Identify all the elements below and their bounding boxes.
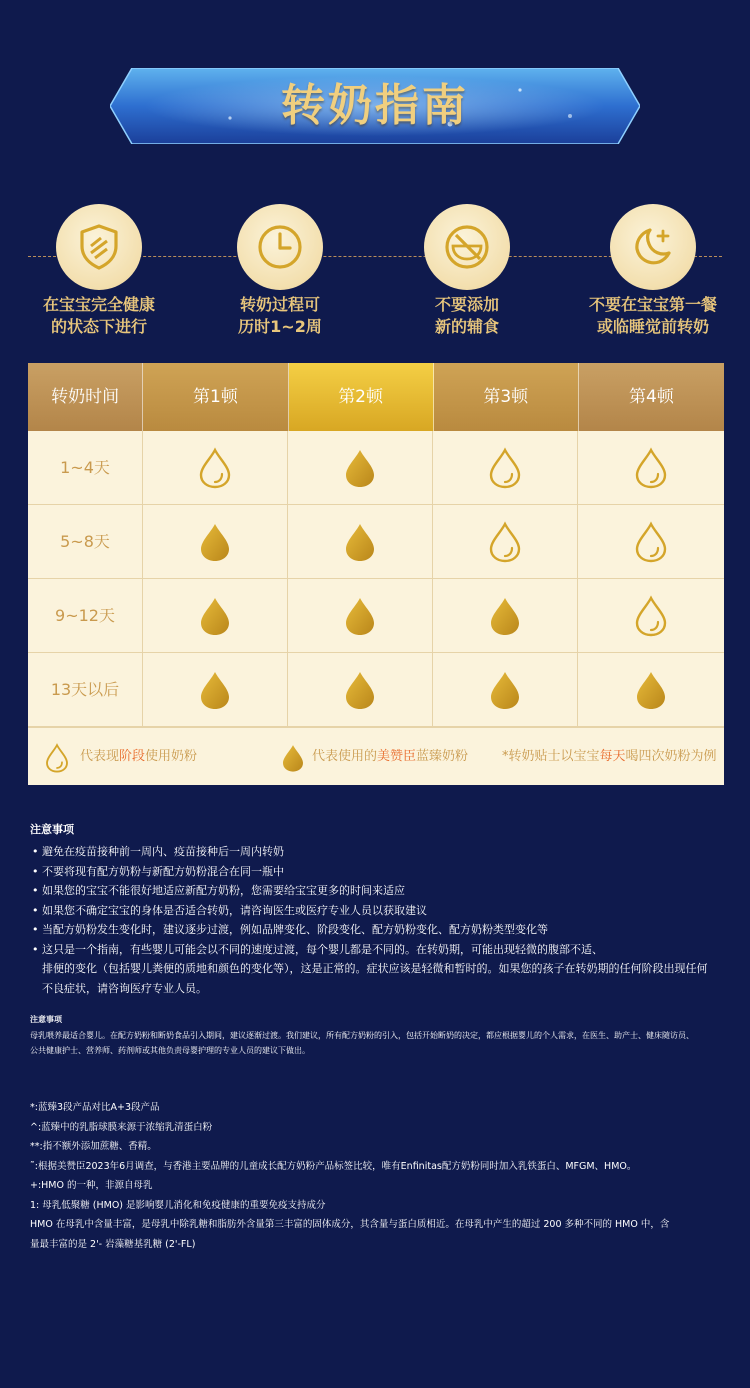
legend-new-formula xyxy=(280,728,468,786)
row-label: 9~12天 xyxy=(28,579,143,653)
header-cell-meal-1: 第1顿 xyxy=(143,363,288,431)
outline-drop-icon xyxy=(44,743,70,773)
drop-cell xyxy=(433,579,578,653)
legend-highlight: 美赞臣 xyxy=(377,749,417,764)
small-notice xyxy=(30,1014,720,1058)
filled-drop-icon xyxy=(197,595,233,637)
clock-icon xyxy=(255,222,305,272)
outline-drop-icon xyxy=(633,521,669,563)
legend-text: 蓝臻奶粉 xyxy=(416,749,469,764)
header-cell-meal-3: 第3顿 xyxy=(434,363,579,431)
transition-table xyxy=(28,363,724,785)
drop-cell xyxy=(143,431,288,505)
outline-drop-icon xyxy=(197,447,233,489)
tip-line-1: 在宝宝完全健康 xyxy=(42,295,155,314)
legend-highlight: 阶段 xyxy=(119,749,146,764)
notes-section xyxy=(30,822,720,998)
tip-icon-circle xyxy=(56,204,142,290)
row-label: 1~4天 xyxy=(28,431,143,505)
note-item: • 不要将现有配方奶粉与新配方奶粉混合在同一瓶中 xyxy=(30,862,720,882)
note-item-continued: 不良症状，请咨询医疗专业人员。 xyxy=(42,981,207,995)
table-header xyxy=(28,363,724,431)
legend-highlight: 每天 xyxy=(599,749,626,764)
drop-cell xyxy=(288,431,433,505)
legend-text: *转奶贴士以宝宝 xyxy=(502,749,600,764)
drop-cell xyxy=(288,579,433,653)
drop-cell xyxy=(433,431,578,505)
table-legend xyxy=(28,727,724,786)
small-notice-text xyxy=(30,1028,720,1058)
legend-text: 喝四次奶粉为例 xyxy=(625,749,717,764)
footnote: ˜:根据美赞臣2023年6月调查，与香港主要品牌的儿童成长配方奶粉产品标签比较，唯有Enfinitas配方奶粉同时加入乳铁蛋白、MFGM、HMO。 xyxy=(30,1160,637,1172)
footnote: 1: 母乳低聚糖 (HMO) 是影响婴儿消化和免疫健康的重要免疫支持成分 xyxy=(30,1199,326,1211)
footnote: 量最丰富的是 2'- 岩藻糖基乳糖 (2'-FL) xyxy=(30,1238,196,1250)
filled-drop-icon xyxy=(487,595,523,637)
filled-drop-icon xyxy=(280,743,306,773)
footnote: *:蓝臻3段产品对比A+3段产品 xyxy=(30,1102,160,1113)
tip-line-2: 新的辅食 xyxy=(434,317,499,336)
drop-cell xyxy=(143,653,288,727)
table-row xyxy=(28,431,724,505)
tip-text xyxy=(4,294,194,338)
tip-text xyxy=(558,294,748,338)
filled-drop-icon xyxy=(197,521,233,563)
shield-icon xyxy=(74,222,124,272)
filled-drop-icon xyxy=(342,669,378,711)
legend-text: 代表现 xyxy=(80,749,120,764)
note-item: • 避免在疫苗接种前一周内、疫苗接种后一周内转奶 xyxy=(30,842,720,862)
filled-drop-icon xyxy=(342,521,378,563)
tip-line-2: 历时1~2周 xyxy=(238,317,322,336)
notes-title: 注意事项 xyxy=(30,823,74,836)
drop-cell xyxy=(433,505,578,579)
header-cell-time: 转奶时间 xyxy=(28,363,143,431)
header-cell-meal-4: 第4顿 xyxy=(579,363,724,431)
footnote: +:HMO 的一种，非源自母乳 xyxy=(30,1180,153,1191)
tip-line-1: 不要在宝宝第一餐 xyxy=(588,295,717,314)
filled-drop-icon xyxy=(633,669,669,711)
drop-cell xyxy=(578,505,724,579)
legend-text: 代表使用的 xyxy=(312,749,378,764)
note-item: • 这只是一个指南，有些婴儿可能会以不同的速度过渡，每个婴儿都是不同的。在转奶期，可能出现轻微的腹部不适、 xyxy=(30,940,720,960)
footnote: HMO 在母乳中含量丰富，是母乳中除乳糖和脂肪外含量第三丰富的固体成分，其含量与蛋白质相近。在母乳中产生的超过 200 多种不同的 HMO 中，含 xyxy=(30,1219,670,1230)
filled-drop-icon xyxy=(342,595,378,637)
table-row xyxy=(28,653,724,727)
footnotes xyxy=(30,1098,720,1254)
small-notice-line: 母乳喂养最适合婴儿。在配方奶粉和断奶食品引入期间，建议逐渐过渡。我们建议，所有配方奶粉的引入，包括开始断奶的决定，都应根据婴儿的个人需求，在医生、助产士、健床随访员、 xyxy=(30,1031,694,1040)
filled-drop-icon xyxy=(342,447,378,489)
outline-drop-icon xyxy=(487,521,523,563)
drop-cell xyxy=(288,505,433,579)
filled-drop-icon xyxy=(197,669,233,711)
tip-text xyxy=(372,294,562,338)
note-item: • 如果您的宝宝不能很好地适应新配方奶粉，您需要给宝宝更多的时间来适应 xyxy=(30,881,720,901)
small-notice-title: 注意事项 xyxy=(30,1015,62,1024)
tip-no-new-food xyxy=(372,204,562,338)
tip-icon-circle xyxy=(610,204,696,290)
row-label: 5~8天 xyxy=(28,505,143,579)
drop-cell xyxy=(578,431,724,505)
title-banner xyxy=(110,68,640,144)
table-row xyxy=(28,505,724,579)
drop-cell xyxy=(143,505,288,579)
outline-drop-icon xyxy=(487,447,523,489)
drop-cell xyxy=(143,579,288,653)
footnote: **:指不额外添加蔗糖、香精。 xyxy=(30,1141,157,1152)
no-food-icon xyxy=(442,222,492,272)
tip-line-1: 不要添加 xyxy=(434,295,499,314)
row-label: 13天以后 xyxy=(28,653,143,727)
legend-tip xyxy=(502,728,717,786)
tip-healthy xyxy=(4,204,194,338)
note-item: • 如果您不确定宝宝的身体是否适合转奶，请咨询医生或医疗专业人员以获取建议 xyxy=(30,901,720,921)
note-item-continued: 排便的变化（包括婴儿粪便的质地和颜色的变化等），这是正常的。症状应该是轻微和暂时的。如果您的孩子在转奶期的任何阶段出现任何 xyxy=(42,962,708,975)
filled-drop-icon xyxy=(487,669,523,711)
table-row xyxy=(28,579,724,653)
tip-line-2: 的状态下进行 xyxy=(50,317,147,336)
drop-cell xyxy=(578,579,724,653)
tip-line-2: 或临睡觉前转奶 xyxy=(596,317,709,336)
tip-icon-circle xyxy=(424,204,510,290)
small-notice-line: 公共健康护士、营养师、药剂师或其他负责母婴护理的专业人员的建议下做出。 xyxy=(30,1046,310,1055)
moon-icon xyxy=(628,222,678,272)
drop-cell xyxy=(288,653,433,727)
drop-cell xyxy=(578,653,724,727)
tip-icon-circle xyxy=(237,204,323,290)
footnote: ^:蓝臻中的乳脂球膜来源于浓缩乳清蛋白粉 xyxy=(30,1121,213,1133)
notes-list xyxy=(30,842,720,998)
drop-cell xyxy=(433,653,578,727)
outline-drop-icon xyxy=(633,595,669,637)
legend-current-formula xyxy=(44,728,197,786)
tip-timing xyxy=(558,204,748,338)
legend-text: 使用奶粉 xyxy=(145,749,198,764)
note-item: • 当配方奶粉发生变化时，建议逐步过渡，例如品牌变化、阶段变化、配方奶粉变化、配方奶粉类型变化等 xyxy=(30,920,720,940)
tip-duration xyxy=(185,204,375,338)
tip-line-1: 转奶过程可 xyxy=(239,295,320,314)
outline-drop-icon xyxy=(633,447,669,489)
page-title: 转奶指南 xyxy=(281,80,469,131)
header-cell-meal-2: 第2顿 xyxy=(289,363,434,431)
tip-text xyxy=(185,294,375,338)
